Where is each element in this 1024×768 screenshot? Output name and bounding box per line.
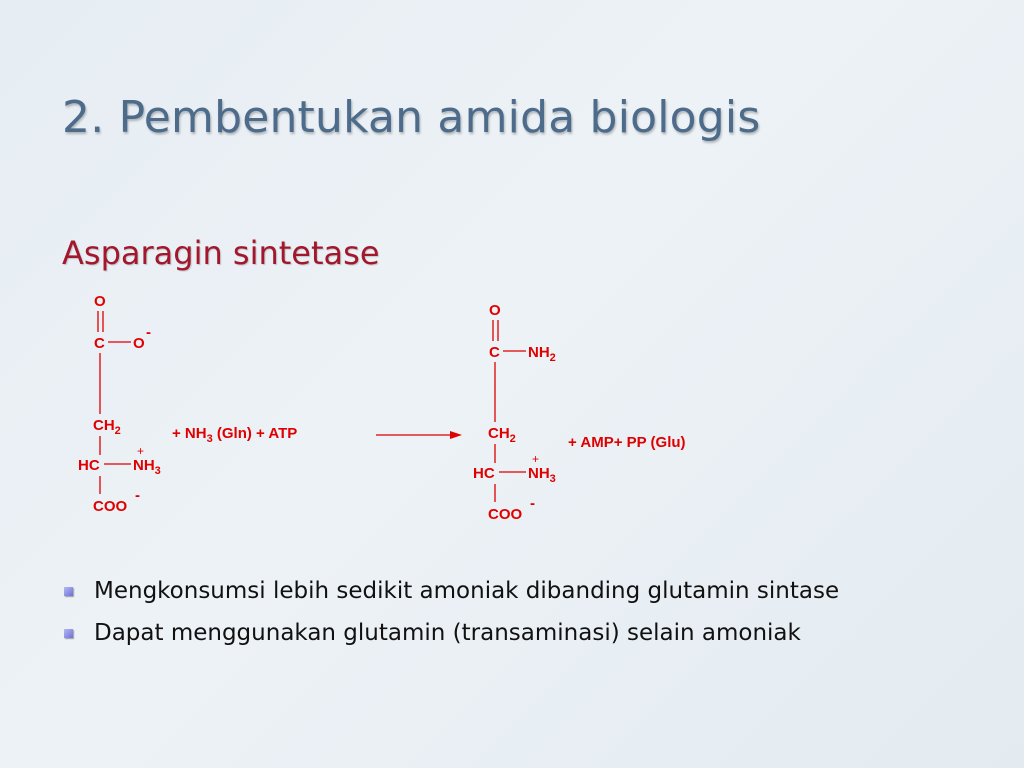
bullet-item [62, 612, 839, 654]
reactant-coo: COO [93, 498, 128, 515]
square-bullet-icon [64, 629, 73, 638]
reactant-o-charge: - [146, 324, 151, 341]
reactant-aspartate [78, 293, 161, 515]
slide-subtitle: Asparagin sintetase [62, 234, 380, 272]
product-nh3: $NH_3$ [528, 465, 556, 485]
bullet-text: Mengkonsumsi lebih sedikit amoniak dibanding glutamin sintase [94, 578, 840, 604]
bullet-list [62, 570, 839, 654]
reagents-text: + $NH_3$ (Gln) + ATP [172, 425, 298, 445]
reactant-coo-charge: - [135, 487, 140, 504]
product-carbonyl-carbon: C [489, 344, 500, 361]
square-bullet-icon [64, 587, 73, 596]
reactant-nh3-charge: + [137, 444, 145, 458]
reactant-ch2: $CH_2$ [93, 417, 121, 437]
product-hc: HC [473, 465, 495, 482]
reactant-nh3: $NH_3$ [133, 457, 161, 477]
reactant-hc: HC [78, 457, 100, 474]
product-ch2: $CH_2$ [488, 425, 516, 445]
slide-title: 2. Pembentukan amida biologis [62, 92, 761, 143]
reactant-top-oxygen: O [94, 293, 106, 310]
byproducts-text: + AMP+ PP (Glu) [568, 434, 686, 451]
product-top-oxygen: O [489, 302, 501, 319]
bullet-item [62, 570, 839, 612]
reactant-carbonyl-carbon: C [94, 335, 105, 352]
reactant-o-minus: O [133, 335, 145, 352]
product-nh3-charge: + [532, 452, 540, 466]
reaction-arrow [376, 431, 462, 439]
product-asparagine [473, 302, 556, 523]
bullet-text: Dapat menggunakan glutamin (transaminasi) selain amoniak [94, 620, 801, 646]
product-nh2: $NH_2$ [528, 344, 556, 364]
product-coo: COO [488, 506, 523, 523]
arrow-head [450, 431, 462, 439]
product-coo-charge: - [530, 495, 535, 512]
